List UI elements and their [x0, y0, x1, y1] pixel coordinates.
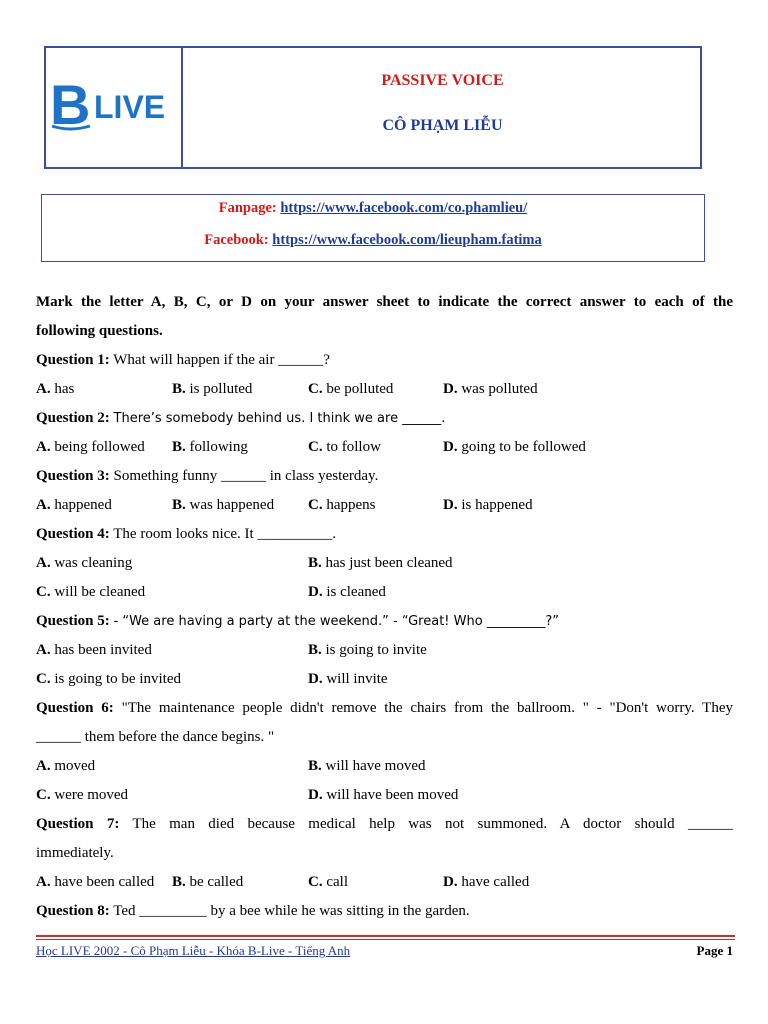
facebook-line	[41, 232, 705, 249]
facebook-label: Facebook:	[204, 232, 269, 248]
question-3	[36, 466, 733, 486]
option-text: have been called	[54, 874, 155, 890]
option-letter: C.	[36, 787, 51, 803]
option-letter: B.	[308, 555, 322, 571]
option-text: has just been cleaned	[325, 555, 453, 571]
question-label: Question 3:	[36, 468, 110, 484]
footer-rule-thin	[36, 939, 735, 940]
question-text: The room looks nice. It __________.	[113, 526, 337, 542]
option-text: moved	[54, 758, 96, 774]
option-text: will be cleaned	[54, 584, 146, 600]
option-letter: B.	[308, 642, 322, 658]
option-text: will invite	[326, 671, 388, 687]
question-6	[36, 698, 733, 718]
option-text: is going to be invited	[54, 671, 182, 687]
question-6-options-row-1	[36, 756, 733, 776]
option-letter: C.	[308, 497, 323, 513]
option-text: is cleaned	[326, 584, 386, 600]
question-4	[36, 524, 733, 544]
page-number: Page 1	[696, 943, 733, 958]
option-letter: D.	[308, 584, 323, 600]
option-text: being followed	[54, 439, 145, 455]
question-label: Question 6:	[36, 700, 114, 716]
question-2-options	[36, 437, 733, 457]
option-letter: B.	[172, 874, 186, 890]
option-text: were moved	[54, 787, 129, 803]
question-6-continued: ______ them before the dance begins. "	[36, 729, 275, 745]
option-letter: A.	[36, 758, 51, 774]
question-text: Ted _________ by a bee while he was sitting in the garden.	[113, 903, 470, 919]
document-author: CÔ PHẠM LIỄU	[382, 117, 503, 134]
option-letter: C.	[36, 671, 51, 687]
question-5-options-row-1	[36, 640, 733, 660]
question-4-options-row-2	[36, 582, 733, 602]
option-letter: A.	[36, 555, 51, 571]
option-letter: B.	[308, 758, 322, 774]
question-label: Question 8:	[36, 903, 110, 919]
option-text: have called	[461, 874, 530, 890]
option-letter: A.	[36, 874, 51, 890]
question-3-options	[36, 495, 733, 515]
question-text: "The maintenance people didn't remove the chairs from the ballroom. " - "Don't worry. They	[121, 700, 733, 716]
question-7	[36, 814, 733, 834]
logo-b: B	[50, 74, 91, 134]
option-letter: C.	[308, 439, 323, 455]
question-text: The man died because medical help was not summoned. A doctor should ______	[132, 816, 733, 832]
question-8	[36, 901, 733, 921]
option-text: is polluted	[189, 381, 253, 397]
question-7-options	[36, 872, 733, 892]
question-7-continued: immediately.	[36, 845, 114, 861]
option-letter: A.	[36, 642, 51, 658]
question-text: - “We are having a party at the weekend.” - “Great! Who _________?”	[113, 614, 559, 629]
option-letter: A.	[36, 497, 51, 513]
option-letter: B.	[172, 497, 186, 513]
option-text: going to be followed	[461, 439, 586, 455]
option-text: has been invited	[54, 642, 152, 658]
option-letter: D.	[308, 787, 323, 803]
option-letter: A.	[36, 381, 51, 397]
option-letter: D.	[443, 439, 458, 455]
question-5	[36, 611, 733, 632]
document-title: PASSIVE VOICE	[381, 72, 504, 89]
option-text: is going to invite	[325, 642, 427, 658]
option-letter: C.	[308, 874, 323, 890]
question-5-options-row-2	[36, 669, 733, 689]
option-text: happened	[54, 497, 112, 513]
facebook-link[interactable]: https://www.facebook.com/lieupham.fatima	[272, 232, 542, 248]
question-label: Question 7:	[36, 816, 120, 832]
option-letter: D.	[443, 874, 458, 890]
fanpage-label: Fanpage:	[218, 200, 277, 216]
option-letter: D.	[443, 381, 458, 397]
option-letter: C.	[36, 584, 51, 600]
option-letter: B.	[172, 381, 186, 397]
option-text: will have been moved	[326, 787, 459, 803]
instructions-line-1: Mark the letter A, B, C, or D on your answer sheet to indicate the correct answer to each of the	[36, 294, 733, 310]
option-text: has	[54, 381, 75, 397]
option-letter: D.	[443, 497, 458, 513]
footer-course-link[interactable]: Học LIVE 2002 - Cô Phạm Liễu - Khóa B-Live - Tiếng Anh	[36, 943, 351, 958]
instructions-line-2: following questions.	[36, 323, 163, 339]
option-text: call	[326, 874, 348, 890]
option-text: is happened	[461, 497, 533, 513]
question-1-options	[36, 379, 733, 399]
question-2	[36, 408, 733, 429]
logo-live: LIVE	[94, 89, 166, 125]
blive-logo	[50, 74, 178, 134]
question-label: Question 1:	[36, 352, 110, 368]
option-text: was cleaning	[54, 555, 133, 571]
fanpage-link[interactable]: https://www.facebook.com/co.phamlieu/	[280, 200, 528, 216]
question-label: Question 4:	[36, 526, 110, 542]
question-label: Question 2:	[36, 410, 110, 426]
option-text: will have moved	[325, 758, 426, 774]
option-text: following	[189, 439, 248, 455]
question-text: Something funny ______ in class yesterday.	[113, 468, 379, 484]
option-letter: A.	[36, 439, 51, 455]
question-6-options-row-2	[36, 785, 733, 805]
question-4-options-row-1	[36, 553, 733, 573]
option-letter: D.	[308, 671, 323, 687]
option-text: be called	[189, 874, 244, 890]
footer-rule	[36, 935, 735, 937]
option-text: was polluted	[461, 381, 538, 397]
header-divider	[181, 46, 183, 169]
option-text: happens	[326, 497, 376, 513]
option-letter: C.	[308, 381, 323, 397]
question-1	[36, 350, 733, 370]
option-text: was happened	[189, 497, 275, 513]
question-text: There’s somebody behind us. I think we are ______.	[113, 411, 446, 426]
question-label: Question 5:	[36, 613, 110, 629]
question-text: What will happen if the air ______?	[113, 352, 330, 368]
option-text: be polluted	[326, 381, 394, 397]
option-letter: B.	[172, 439, 186, 455]
option-text: to follow	[326, 439, 381, 455]
fanpage-line	[41, 200, 705, 217]
